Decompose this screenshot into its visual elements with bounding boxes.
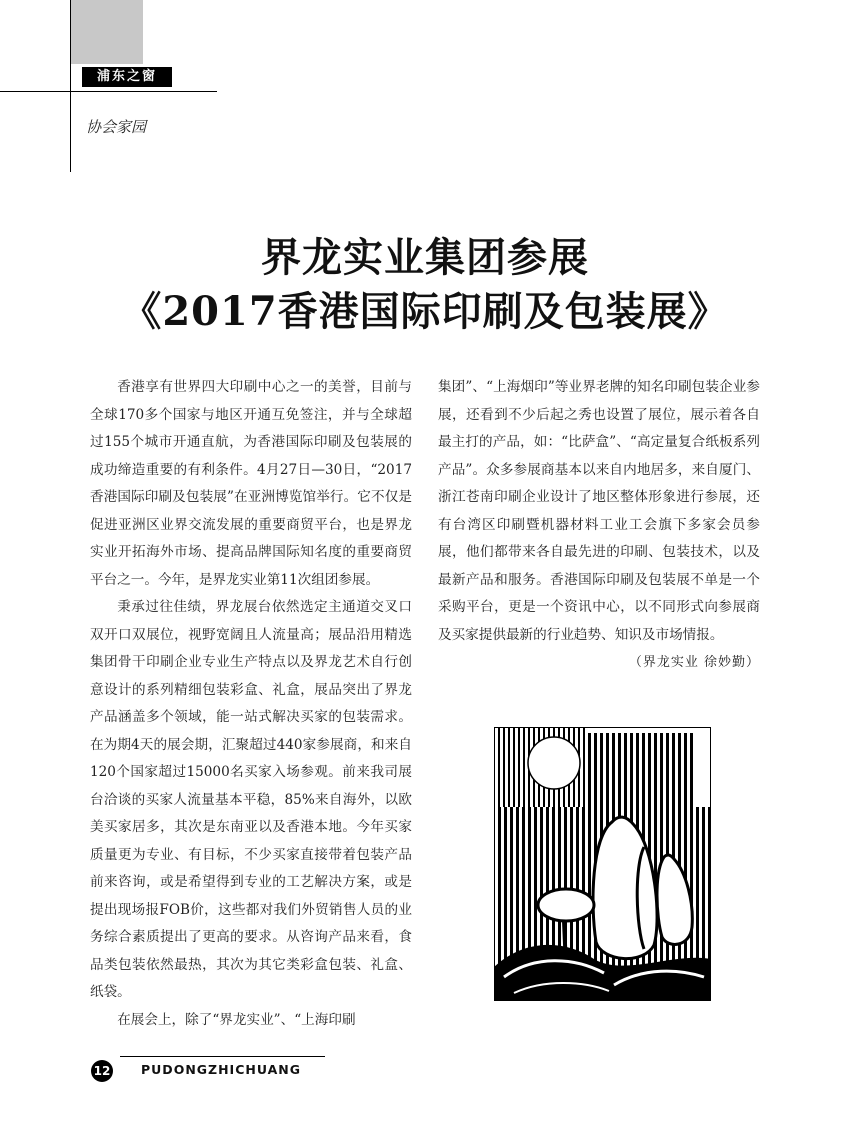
woodcut-illustration bbox=[494, 727, 711, 1001]
article-title-line2: 《2017香港国际印刷及包装展》 bbox=[121, 288, 729, 335]
paragraph: 秉承过往佳绩，界龙展台依然选定主通道交叉口双开口双展位，视野宽阔且人流量高；展品沿用精选集团骨干印刷企业专业生产特点以及界龙艺术自行创意设计的系列精细包装彩盒、礼盒，展品突出了界龙产品涵盖多个领域，能一站式解决买家的包装需求。在为期4天的展会期，汇聚超过440家参展商，和来自120个国家超过15000名买家入场参观。前来我司展台洽谈的买家人流量基本平稳，85%来自海外，以欧美买家居多，其次是东南亚以及香港本地。今年买家质量更为专业、有目标，不少买家直接带着包装产品前来咨询，或是希望得到专业的工艺解决方案，或是提出现场报FOB价，这些都对我们外贸销售人员的业务综合素质提出了更高的要求。从咨询产品来看，食品类包装依然最热，其次为其它类彩盒包装、礼盒、纸袋。 bbox=[90, 599, 412, 1000]
footer-rule bbox=[120, 1056, 325, 1057]
paragraph: 香港享有世界四大印刷中心之一的美誉，目前与全球170多个国家与地区开通互免签注，并与全球超过155个城市开通直航，为香港国际印刷及包装展的成功缔造重要的有利条件。4月27日—30日，“2017香港国际印刷及包装展”在亚洲博览馆举行。它不仅是促进亚洲区业界交流发展的重要商贸平台，也是界龙实业开拓海外市场、提高品牌国际知名度的重要商贸平台之一。今年，是界龙实业第11次组团参展。 bbox=[90, 379, 412, 588]
illustration-stripe bbox=[523, 727, 525, 807]
footer-magazine-name: PUDONGZHICHUANG bbox=[141, 1062, 302, 1077]
illustration-stripe bbox=[513, 727, 515, 807]
illustration-stripe bbox=[518, 727, 520, 807]
illustration-stripe bbox=[503, 727, 505, 807]
page-number: 12 bbox=[91, 1060, 113, 1082]
illustration-stripe bbox=[654, 733, 657, 1001]
paragraph: 集团”、“上海烟印”等业界老牌的知名印刷包装企业参展，还看到不少后起之秀也设置了展位，展示着各自最主打的产品，如：“比萨盒”、“高定量复合纸板系列产品”。众多参展商基本以来自内地居多，来自厦门、浙江苍南印刷企业设计了地区整体形象进行参展，还有台湾区印刷暨机器材料工业工会旗下多家会员参展，他们都带来各自最先进的印刷、包装技术，以及最新产品和服务。香港国际印刷及包装展不单是一个采购平台，更是一个资讯中心，以不同形式向参展商及买家提供最新的行业趋势、知识及市场情报。 bbox=[438, 379, 760, 643]
author-credit: （界龙实业 徐妙勤） bbox=[628, 655, 760, 670]
header-horizontal-rule bbox=[0, 91, 217, 92]
right-column bbox=[438, 374, 760, 677]
illustration-stripe bbox=[498, 727, 500, 807]
header-vertical-rule bbox=[70, 0, 71, 172]
illustration-stripe bbox=[583, 727, 585, 807]
magazine-label: 浦东之窗 bbox=[82, 67, 172, 87]
illustration-stripe bbox=[508, 727, 510, 807]
section-title: 协会家园 bbox=[86, 118, 147, 136]
left-column bbox=[90, 374, 412, 1034]
article-title-line1: 界龙实业集团参展 bbox=[261, 234, 589, 281]
header-gray-block bbox=[70, 0, 143, 64]
paragraph: 在展会上，除了“界龙实业”、“上海印刷 bbox=[117, 1011, 356, 1028]
